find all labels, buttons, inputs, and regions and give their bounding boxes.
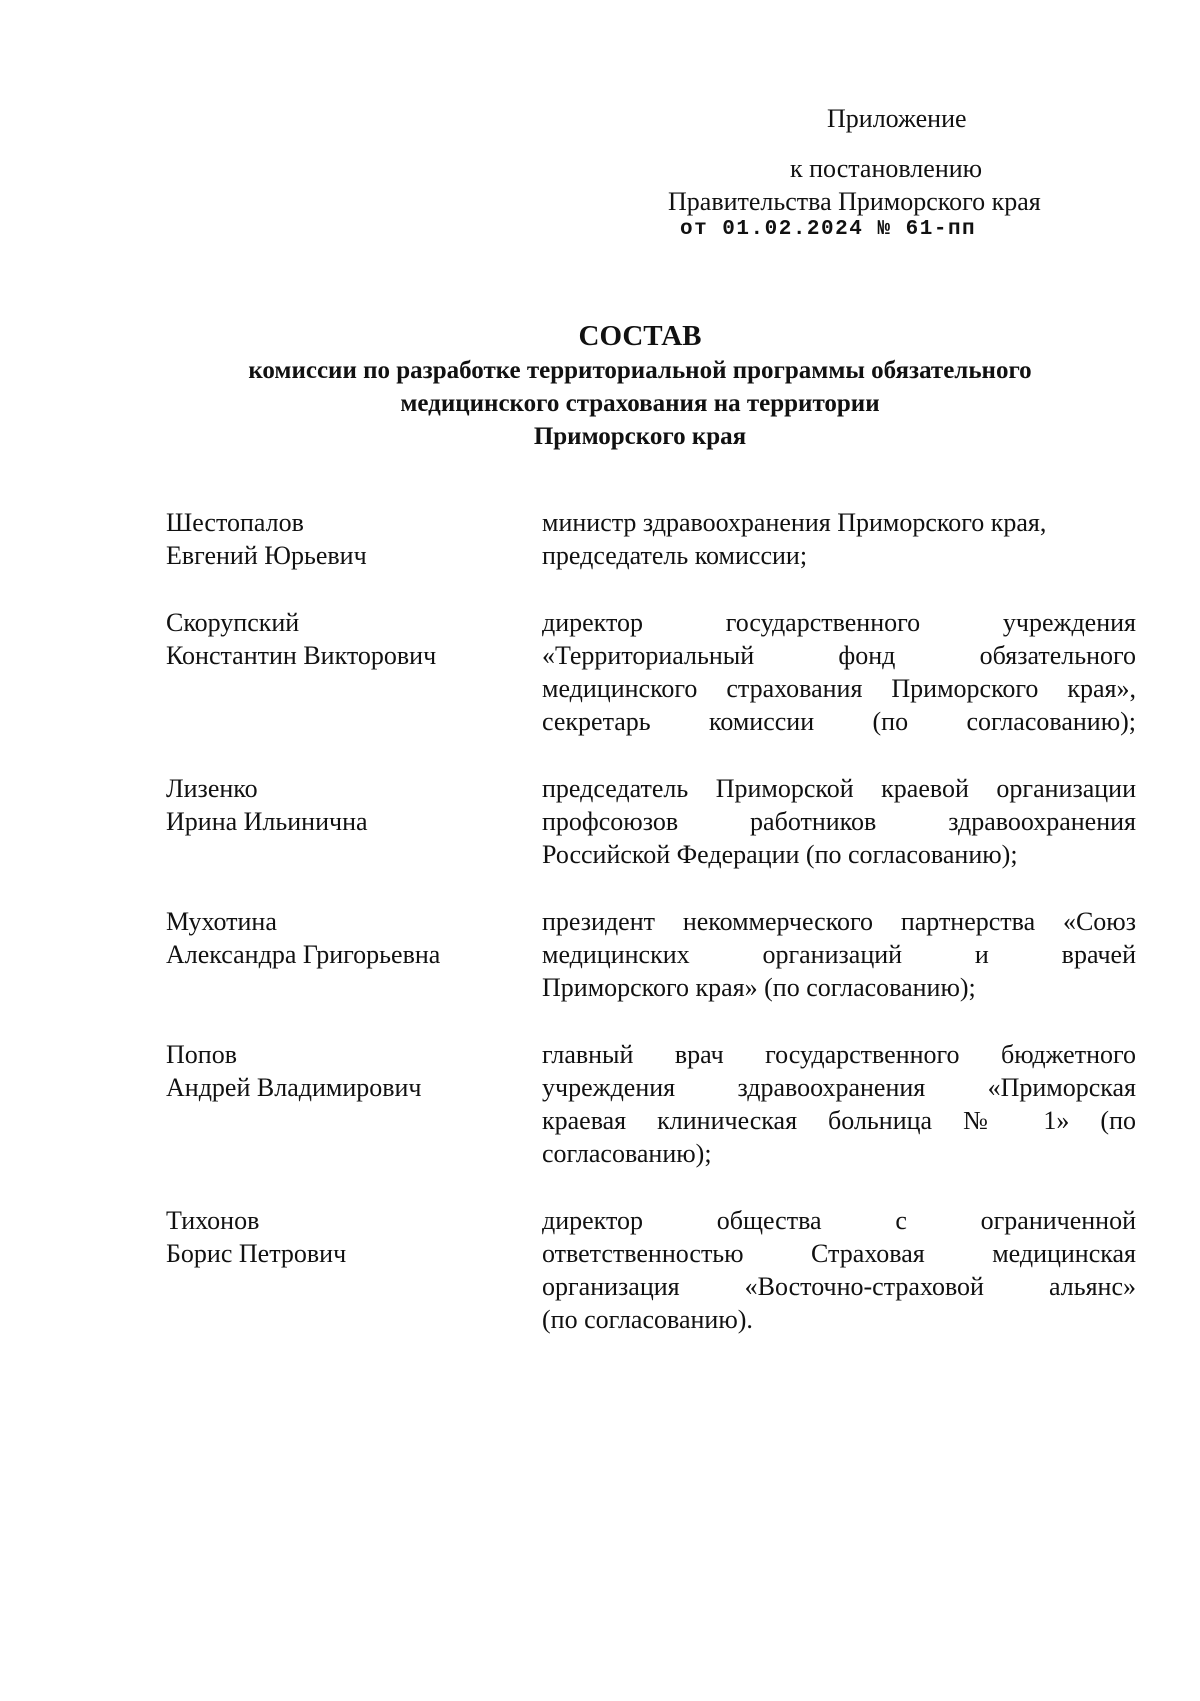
member-role-line: министр здравоохранения Приморского края, xyxy=(542,508,1047,537)
member-role-line: главный врач государственного бюджетного xyxy=(542,1040,1136,1069)
heading-subtitle-line-1: комиссии по разработке территориальной программы обязательного xyxy=(248,357,1032,384)
heading-title: СОСТАВ xyxy=(578,320,702,352)
member-role xyxy=(542,1204,1136,1336)
member-surname: Лизенко xyxy=(166,774,258,803)
member-surname: Попов xyxy=(166,1040,237,1069)
member-entry xyxy=(166,1204,1136,1336)
member-role-line: Российской Федерации (по согласованию); xyxy=(542,840,1018,869)
member-role-line: медицинских организаций и врачей xyxy=(542,940,1136,969)
member-name xyxy=(166,1204,542,1336)
member-surname: Тихонов xyxy=(166,1206,260,1235)
member-given-name: Андрей Владимирович xyxy=(166,1073,422,1102)
annex-issuer: Правительства Приморского края xyxy=(668,187,1041,216)
annex-reference: к постановлению xyxy=(790,154,983,183)
member-role xyxy=(542,606,1136,738)
member-role xyxy=(542,1038,1136,1170)
member-role-line: медицинского страхования Приморского края», xyxy=(542,674,1136,703)
member-role-line: директор общества с ограниченной xyxy=(542,1206,1136,1235)
member-name xyxy=(166,905,542,1004)
member-list xyxy=(166,506,1136,1370)
member-role-line: (по согласованию). xyxy=(542,1305,753,1334)
annex-title: Приложение xyxy=(827,104,967,133)
member-entry xyxy=(166,606,1136,738)
member-role-line: ответственностью Страховая медицинская xyxy=(542,1239,1136,1268)
member-role-line: «Территориальный фонд обязательного xyxy=(542,641,1136,670)
member-surname: Скорупский xyxy=(166,608,300,637)
member-name xyxy=(166,606,542,738)
member-given-name: Константин Викторович xyxy=(166,641,437,670)
member-given-name: Борис Петрович xyxy=(166,1239,347,1268)
member-role-line: согласованию); xyxy=(542,1139,712,1168)
annex-date-number-stamp: от 01.02.2024 № 61-пп xyxy=(680,218,977,241)
member-role-line: директор государственного учреждения xyxy=(542,608,1136,637)
member-role xyxy=(542,506,1136,572)
member-entry xyxy=(166,772,1136,871)
member-name xyxy=(166,772,542,871)
member-role-line: краевая клиническая больница № 1» (по xyxy=(542,1106,1136,1135)
member-role-line: организация «Восточно-страховой альянс» xyxy=(542,1272,1136,1301)
member-given-name: Александра Григорьевна xyxy=(166,940,441,969)
member-role-line: председатель комиссии; xyxy=(542,541,808,570)
member-role-line: председатель Приморской краевой организации xyxy=(542,774,1136,803)
member-role xyxy=(542,772,1136,871)
member-role xyxy=(542,905,1136,1004)
member-entry xyxy=(166,905,1136,1004)
member-role-line: секретарь комиссии (по согласованию); xyxy=(542,707,1136,736)
member-role-line: учреждения здравоохранения «Приморская xyxy=(542,1073,1136,1102)
member-surname: Мухотина xyxy=(166,907,277,936)
member-name xyxy=(166,1038,542,1170)
member-entry xyxy=(166,1038,1136,1170)
member-role-line: Приморского края» (по согласованию); xyxy=(542,973,976,1002)
document-heading xyxy=(0,318,1200,453)
member-name xyxy=(166,506,542,572)
member-given-name: Евгений Юрьевич xyxy=(166,541,367,570)
heading-subtitle-line-2: медицинского страхования на территории xyxy=(400,390,880,417)
member-surname: Шестопалов xyxy=(166,508,304,537)
member-role-line: президент некоммерческого партнерства «Союз xyxy=(542,907,1136,936)
member-given-name: Ирина Ильинична xyxy=(166,807,368,836)
member-role-line: профсоюзов работников здравоохранения xyxy=(542,807,1136,836)
heading-subtitle-line-3: Приморского края xyxy=(533,423,747,450)
member-entry xyxy=(166,506,1136,572)
